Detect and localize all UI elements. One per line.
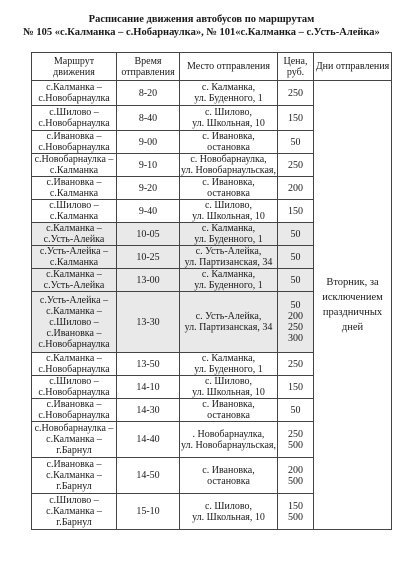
price-cell-line: 250 [288,358,303,370]
title-line-2: № 105 «с.Калманка – с.Нобарнаулка», № 101«с.Калманка – с.Усть-Алейка» [23,27,380,38]
route-cell-line: с.Ивановка – [46,327,102,339]
route-cell-line: с.Калманка – [46,353,102,364]
place-cell [180,131,278,154]
place-cell-line: ул. Школьная, 10 [192,118,265,129]
place-cell-line: ул. Школьная, 10 [192,387,265,398]
price-cell-line: 250 [288,87,303,99]
route-cell [32,177,117,200]
time-cell: 10-25 [117,246,180,269]
price-cell [278,494,314,530]
time-cell: 13-30 [117,292,180,353]
price-cell [278,292,314,353]
route-cell-line: с.Калманка – [46,82,102,93]
place-cell-line: с. Калманка, [201,269,256,280]
route-cell-line: с.Усть-Алейка – [39,294,109,306]
schedule-title [0,13,403,39]
route-cell-line: с.Усть-Алейка [43,280,105,291]
time-cell: 13-00 [117,269,180,292]
place-cell [180,200,278,223]
time-cell: 14-40 [117,422,180,458]
route-cell [32,223,117,246]
route-cell [32,154,117,177]
route-cell [32,399,117,422]
route-cell-line: с.Калманка [49,165,99,176]
price-cell [278,81,314,106]
route-cell-line: с.Калманка [49,211,99,222]
price-cell-line: 200 [288,464,303,476]
route-cell-line: с.Калманка [49,188,99,199]
price-cell [278,177,314,200]
route-cell [32,81,117,106]
place-cell-line: с. Ивановка, [202,399,255,410]
route-cell-line: г.Барнул [56,481,92,492]
place-cell-line: с. Новобарнаулка, [190,154,267,165]
place-cell-line: с. Ивановка, [202,131,255,142]
place-cell-line: ул. Партизанская, 34 [184,322,273,333]
price-cell-line: 50 [290,136,301,148]
time-cell: 14-50 [117,458,180,494]
route-cell-line: с.Калманка – [46,269,102,280]
header-row [32,53,392,81]
place-cell-line: остановка [207,142,250,153]
route-cell-line: с.Калманка [49,257,99,268]
route-cell [32,422,117,458]
route-cell-line: г.Барнул [56,517,92,528]
place-cell [180,246,278,269]
place-cell [180,399,278,422]
route-cell [32,269,117,292]
place-cell [180,494,278,530]
route-cell-line: с.Усть-Алейка [43,234,105,245]
price-cell [278,154,314,177]
route-cell-line: с.Шилово – [49,316,99,328]
place-cell [180,292,278,353]
route-cell-line: с.Шилово – [49,376,99,387]
route-cell-line: с.Новобарнаулка [38,338,110,350]
price-cell-line: 250 [288,428,303,440]
place-cell-line: с. Шилово, [204,107,253,118]
price-cell-line: 50 [290,404,301,416]
place-cell-line: с. Калманка, [201,223,256,234]
place-cell [180,223,278,246]
price-cell-line: 500 [288,439,303,451]
route-cell-line: с.Усть-Алейка – [39,246,109,257]
place-cell [180,269,278,292]
place-cell-line: ул. Школьная, 10 [192,511,265,523]
route-cell-line: г.Барнул [56,445,92,456]
time-cell: 15-10 [117,494,180,530]
price-cell [278,376,314,399]
route-cell-line: с.Калманка – [46,223,102,234]
place-cell [180,106,278,131]
route-cell-line: с.Новобарнаулка [38,387,110,398]
route-cell-line: с.Калманка – [46,470,102,481]
time-cell: 13-50 [117,353,180,376]
price-cell-line: 150 [288,205,303,217]
place-cell-line: с. Калманка, [201,82,256,93]
header-days: Дни отправления [314,53,392,81]
table-row [32,81,392,106]
days-cell: Вторник, за исключением праздничных дней [314,81,392,530]
price-cell-line: 500 [288,475,303,487]
route-cell-line: с.Новобарнаулка [38,142,110,153]
route-cell [32,458,117,494]
place-cell-line: с. Шилово, [204,200,253,211]
route-cell [32,292,117,353]
place-cell-line: ул. Буденного, 1 [194,93,263,104]
price-cell-line: 50 [290,251,301,263]
route-cell-line: с.Шилово – [49,200,99,211]
place-cell-line: ул. Буденного, 1 [194,234,263,245]
place-cell-line: с. Калманка, [201,353,256,364]
price-cell [278,269,314,292]
time-cell: 9-40 [117,200,180,223]
route-cell-line: с.Калманка – [46,434,102,445]
schedule-body [32,81,392,530]
place-cell-line: ул. Новобарнаульская, [181,439,277,451]
place-cell-line: остановка [207,410,250,421]
place-cell-line: ул. Буденного, 1 [194,280,263,291]
route-cell-line: с.Калманка – [46,506,102,517]
time-cell: 14-10 [117,376,180,399]
route-cell-line: с.Новобарнаулка – [34,423,114,434]
place-cell [180,376,278,399]
route-cell [32,494,117,530]
header-place: Место отправления [180,53,278,81]
price-cell-line: 300 [288,333,303,344]
route-cell-line: с.Ивановка – [46,177,102,188]
header-price: Цена, руб. [278,53,314,81]
place-cell-line: ул. Партизанская, 34 [184,257,273,268]
route-cell [32,376,117,399]
price-cell [278,422,314,458]
place-cell [180,353,278,376]
place-cell-line: остановка [207,475,250,487]
route-cell-line: с.Новобарнаулка [38,118,110,129]
price-cell [278,353,314,376]
schedule-table [31,52,392,530]
price-cell-line: 50 [290,300,301,311]
price-cell [278,223,314,246]
time-cell: 10-05 [117,223,180,246]
price-cell-line: 50 [290,274,301,286]
price-cell [278,246,314,269]
place-cell-line: остановка [207,188,250,199]
route-cell-line: с.Калманка – [46,305,102,317]
price-cell-line: 50 [290,228,301,240]
place-cell [180,177,278,200]
price-cell-line: 150 [288,381,303,393]
place-cell-line: с. Шилово, [204,500,253,512]
place-cell-line: . Новобарнаулка, [192,428,265,440]
time-cell: 8-20 [117,81,180,106]
place-cell-line: с. Ивановка, [202,177,255,188]
price-cell-line: 500 [288,511,303,523]
route-cell [32,131,117,154]
price-cell [278,106,314,131]
price-cell-line: 250 [288,159,303,171]
header-route: Маршрут движения [32,53,117,81]
price-cell-line: 250 [288,322,303,333]
place-cell-line: ул. Школьная, 10 [192,211,265,222]
route-cell-line: с.Новобарнаулка – [34,154,114,165]
route-cell-line: с.Новобарнаулка [38,364,110,375]
route-cell-line: с.Шилово – [49,495,99,506]
place-cell [180,458,278,494]
price-cell-line: 150 [288,500,303,512]
place-cell [180,154,278,177]
price-cell-line: 200 [288,311,303,322]
place-cell [180,422,278,458]
place-cell-line: ул. Новобарнаульская, [181,165,277,176]
header-time: Время отправления [117,53,180,81]
route-cell-line: с.Ивановка – [46,399,102,410]
route-cell [32,246,117,269]
place-cell-line: ул. Буденного, 1 [194,364,263,375]
place-cell-line: с. Ивановка, [202,464,255,476]
time-cell: 9-20 [117,177,180,200]
price-cell-line: 150 [288,112,303,124]
route-cell [32,200,117,223]
place-cell [180,81,278,106]
time-cell: 8-40 [117,106,180,131]
price-cell-line: 200 [288,182,303,194]
price-cell [278,399,314,422]
route-cell-line: с.Шилово – [49,107,99,118]
route-cell-line: с.Новобарнаулка [38,93,110,104]
place-cell-line: с. Шилово, [204,376,253,387]
time-cell: 9-10 [117,154,180,177]
route-cell [32,353,117,376]
route-cell [32,106,117,131]
route-cell-line: с.Ивановка – [46,131,102,142]
price-cell [278,131,314,154]
price-cell [278,200,314,223]
route-cell-line: с.Ивановка – [46,459,102,470]
time-cell: 9-00 [117,131,180,154]
title-line-1: Расписание движения автобусов по маршрутам [88,14,315,25]
place-cell-line: с. Усть-Алейка, [195,311,262,322]
time-cell: 14-30 [117,399,180,422]
place-cell-line: с. Усть-Алейка, [195,246,262,257]
route-cell-line: с.Новобарнаулка [38,410,110,421]
price-cell [278,458,314,494]
